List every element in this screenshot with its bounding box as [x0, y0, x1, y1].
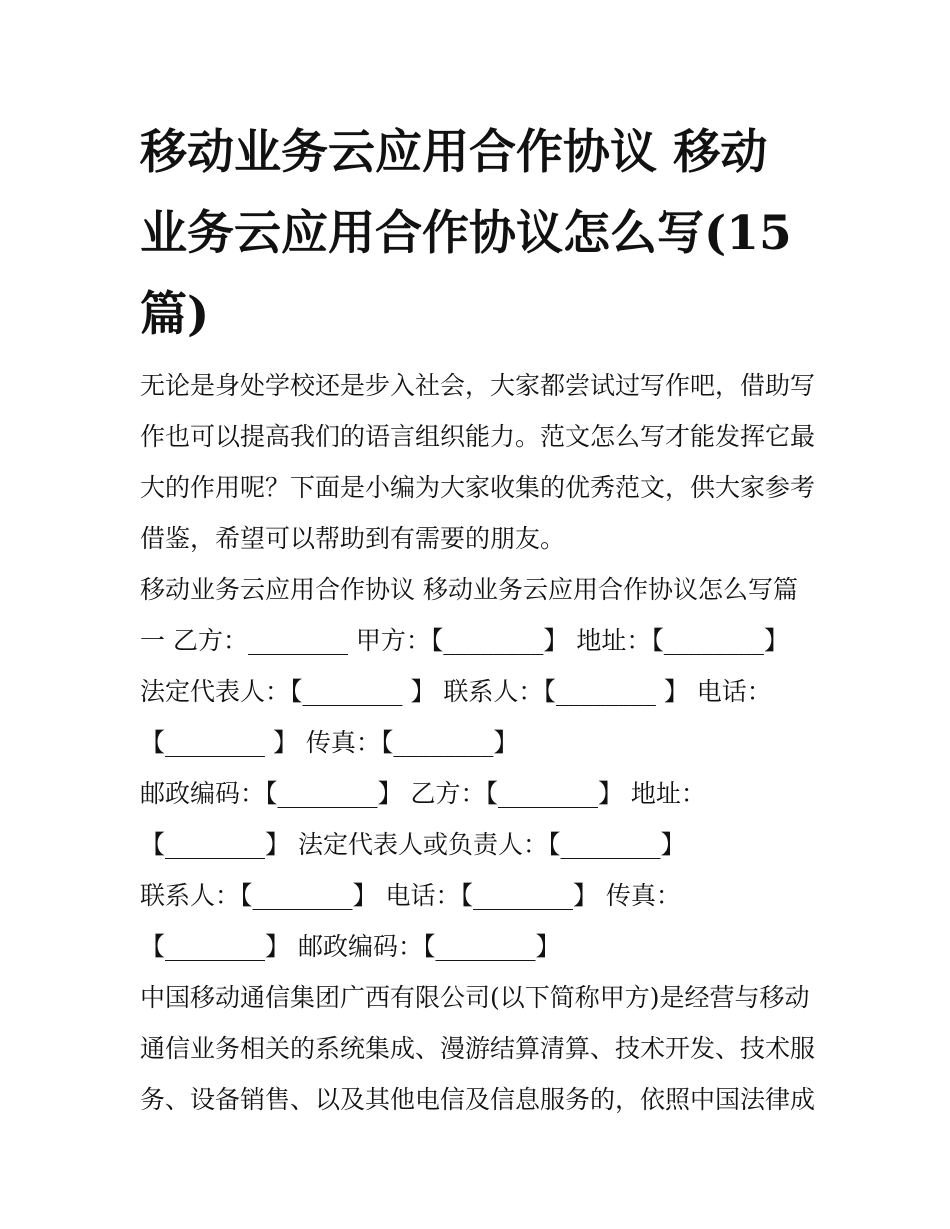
section-heading: 移动业务云应用合作协议 移动业务云应用合作协议怎么写篇 — [140, 575, 798, 604]
document-title — [140, 112, 820, 355]
intro-line: 大的作用呢？下面是小编为大家收集的优秀范文，供大家参考 — [140, 473, 816, 502]
party-line: 【________ 】 传真：【________】 — [140, 728, 519, 757]
body-line: 通信业务相关的系统集成、漫游结算清算、技术开发、技术服 — [140, 1034, 816, 1063]
party-line: 【________】 邮政编码：【________】 — [140, 932, 561, 961]
party-line: 【________】 法定代表人或负责人：【________】 — [140, 830, 686, 859]
party-line: 联系人：【________】 电话：【________】 传真： — [140, 881, 681, 910]
intro-line: 无论是身处学校还是步入社会，大家都尝试过写作吧，借助写 — [140, 371, 816, 400]
intro-line: 作也可以提高我们的语言组织能力。范文怎么写才能发挥它最 — [140, 422, 816, 451]
body-line: 务、设备销售、以及其他电信及信息服务的，依照中国法律成 — [140, 1085, 816, 1114]
intro-line: 借鉴，希望可以帮助到有需要的朋友。 — [140, 524, 566, 553]
title-line: 篇) — [140, 287, 210, 342]
party-line: 法定代表人：【________ 】 联系人：【________ 】 电话： — [140, 677, 772, 706]
party-line: 一 乙方：________ 甲方：【________】 地址：【________】 — [140, 626, 789, 655]
body-line: 中国移动通信集团广西有限公司(以下简称甲方)是经营与移动 — [140, 983, 810, 1012]
party-line: 邮政编码：【________】 乙方：【________】 地址： — [140, 779, 706, 808]
title-line: 移动业务云应用合作协议 移动 — [140, 125, 768, 180]
title-line: 业务云应用合作协议怎么写(15 — [140, 206, 792, 261]
document-body — [140, 360, 820, 1125]
